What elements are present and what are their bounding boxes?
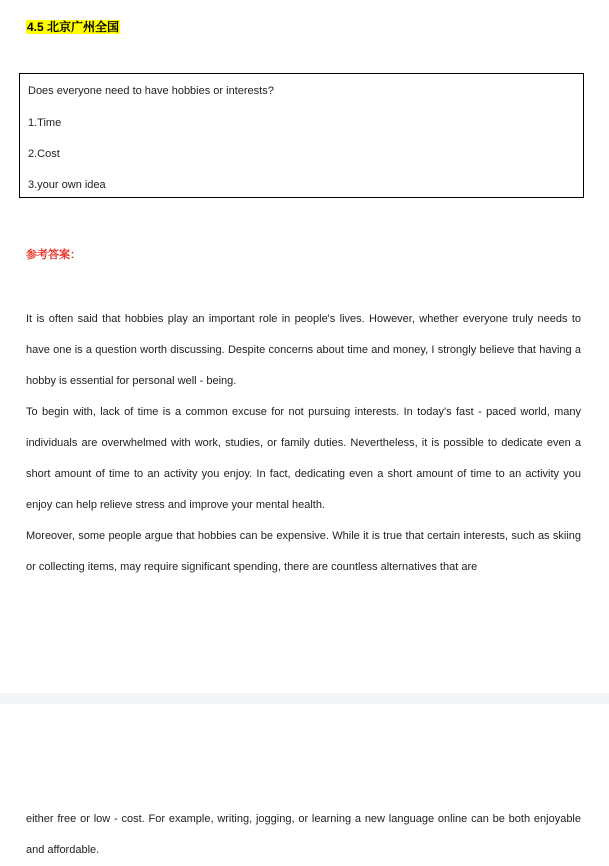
- question-text: Does everyone need to have hobbies or interests?: [28, 85, 274, 97]
- page-separator: [0, 693, 609, 704]
- document-page-2: [0, 704, 609, 856]
- essay-paragraph-intro: It is often said that hobbies play an important role in people's lives. However, whether everyone truly needs to have one is a question worth discussing. Despite concerns about time and money, I strongly believe that having a hobby is essential for personal well - being.: [26, 313, 581, 387]
- option-time: 1.Time: [28, 117, 62, 129]
- section-heading: 4.5 北京广州全国: [27, 20, 120, 34]
- reference-answer-label: 参考答案：: [26, 249, 81, 261]
- question-box: [19, 73, 584, 198]
- option-own-idea: 3.your own idea: [28, 179, 106, 191]
- essay-paragraph-cost-continued: either free or low - cost. For example, writing, jogging, or learning a new language online can be both enjoyable and affordable.: [26, 813, 581, 856]
- essay-body-page-1: [26, 304, 581, 583]
- essay-paragraph-cost: Moreover, some people argue that hobbies can be expensive. While it is true that certain interests, such as skiing or collecting items, may require significant spending, there are countless alternatives that are: [26, 530, 581, 573]
- option-cost: 2.Cost: [28, 148, 60, 160]
- essay-body-page-2: [26, 804, 581, 866]
- essay-paragraph-time: To begin with, lack of time is a common excuse for not pursuing interests. In today's fast - paced world, many individuals are overwhelmed with work, studies, or family duties. Nevertheless, it is possible to dedicate even a short amount of time to an activity you enjoy. In fact, dedicating even a short amount of time to an activity you enjoy can help relieve stress and improve your mental health.: [26, 406, 581, 511]
